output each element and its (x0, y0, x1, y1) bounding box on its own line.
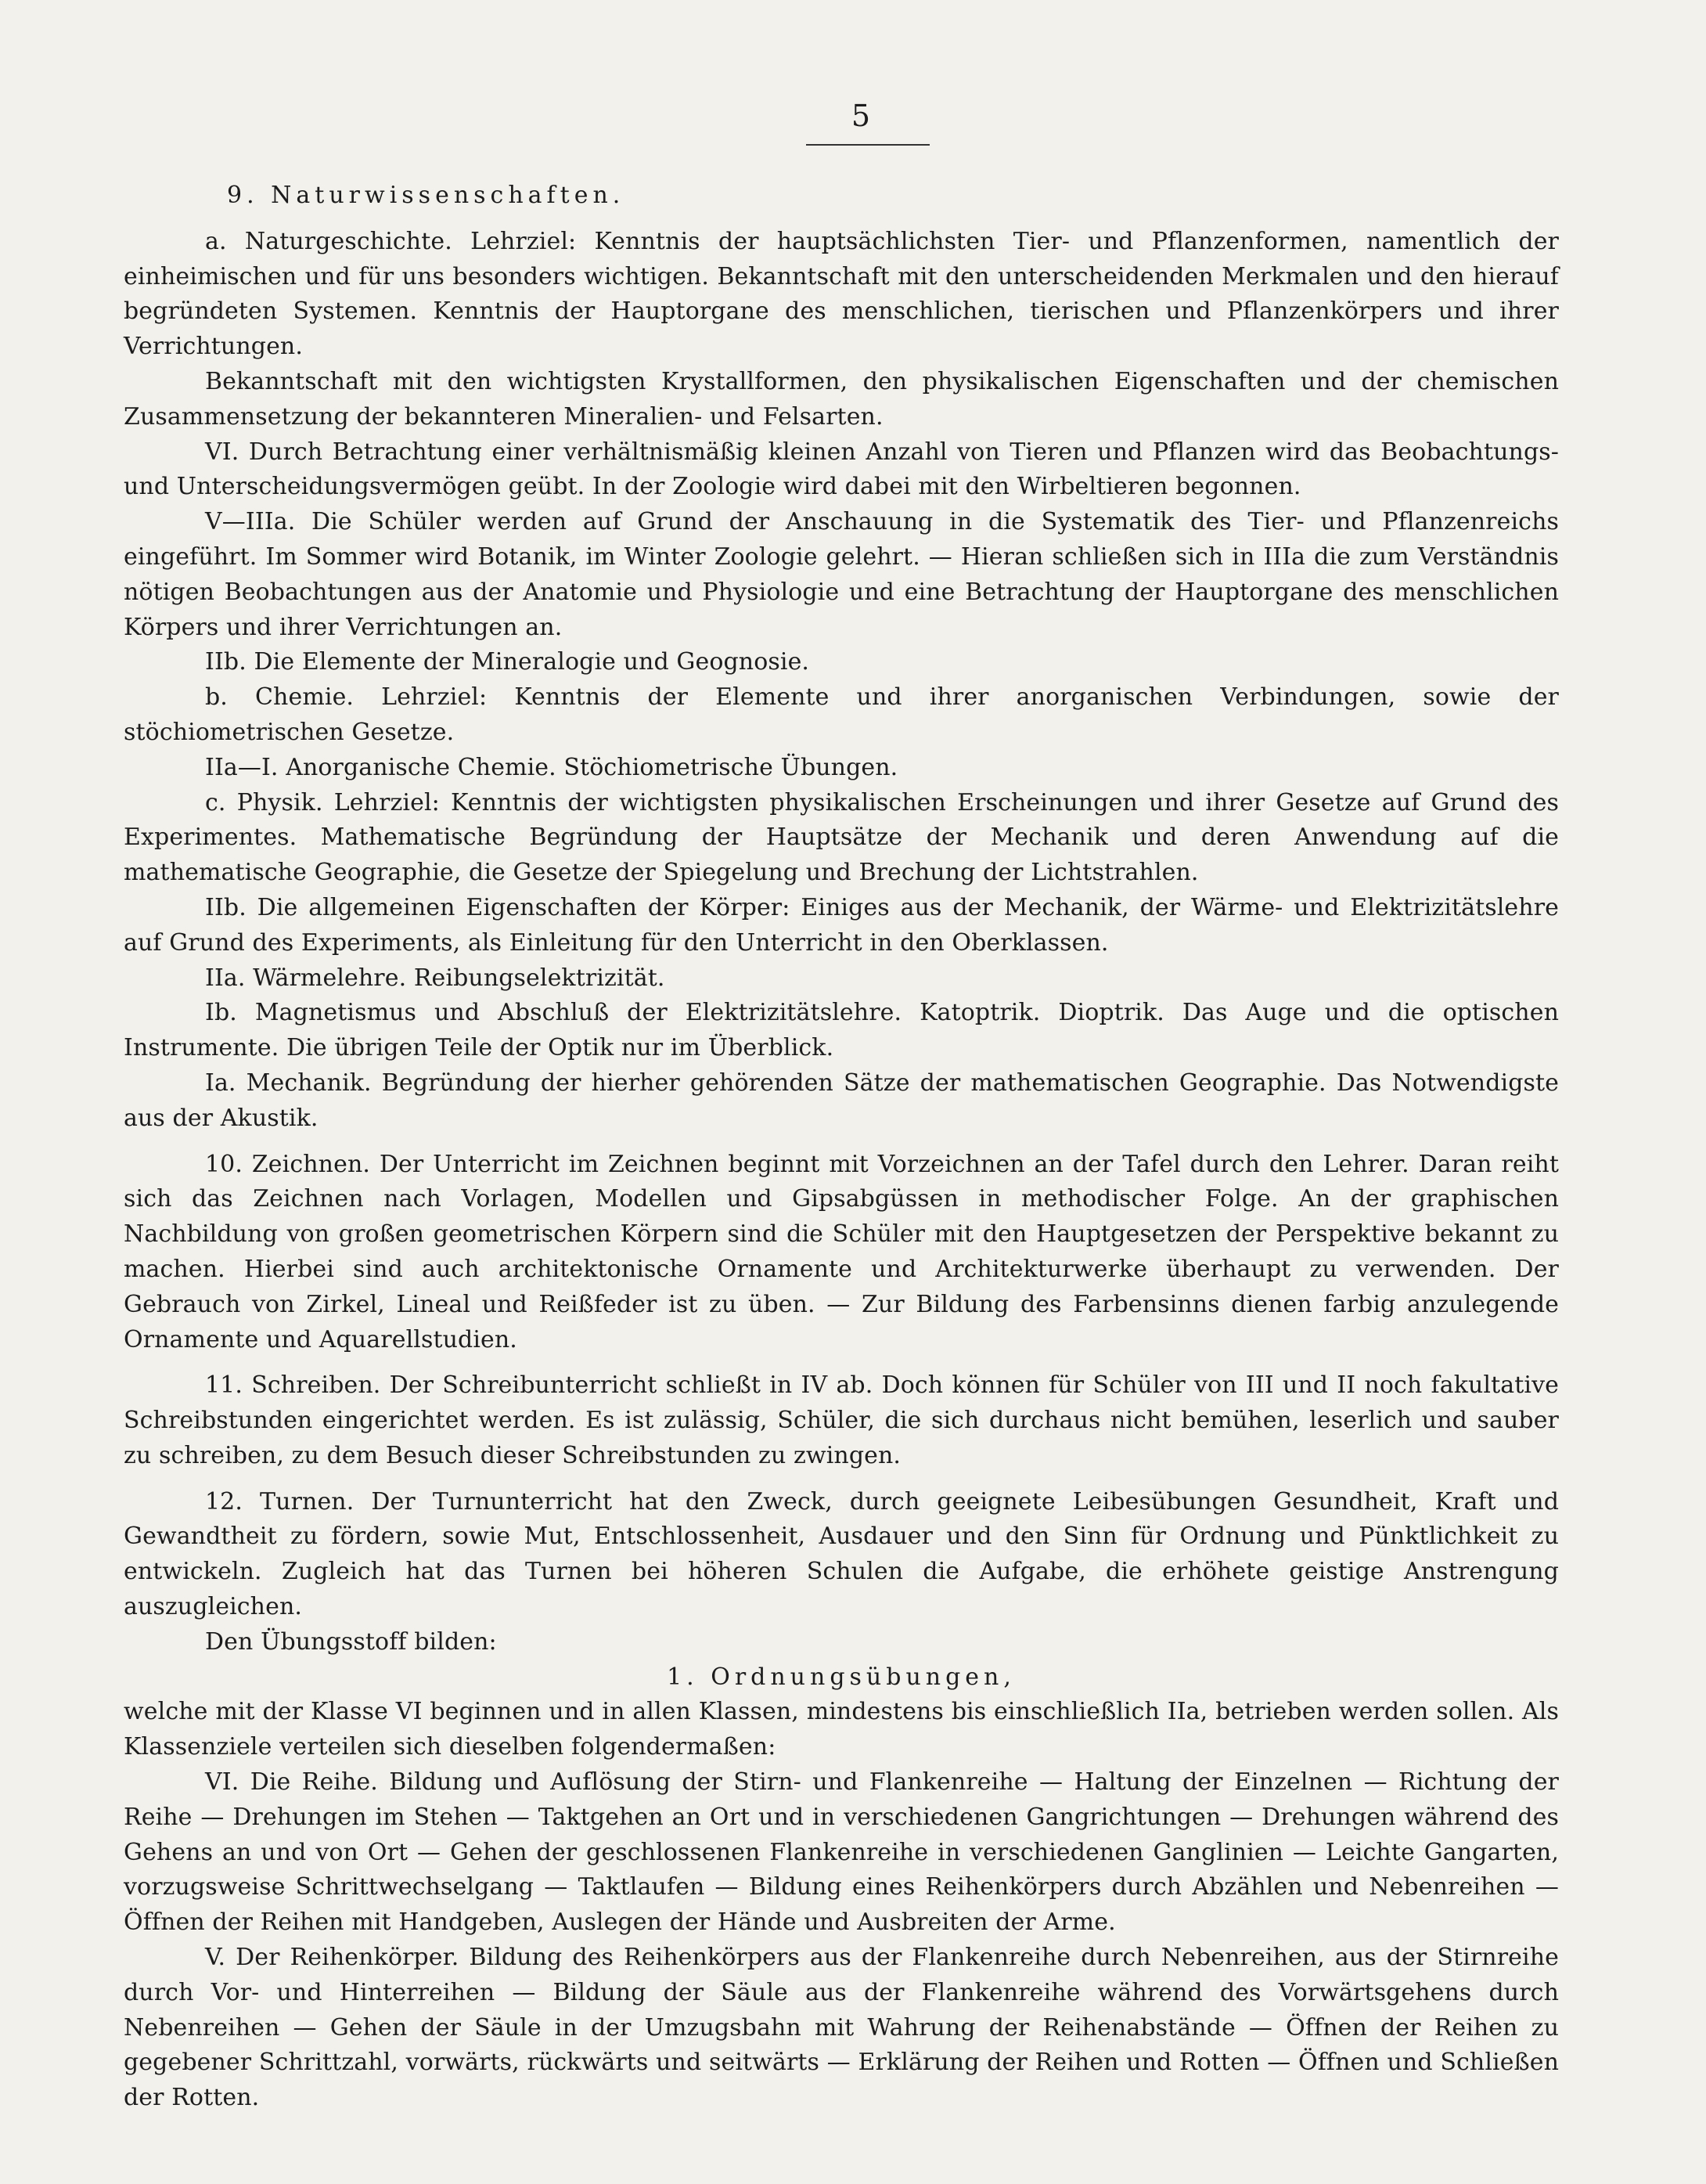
paragraph-die-reihe: VI. Die Reihe. Bildung und Auflösung der Stirn- und Flankenreihe — Haltung der Einzelnen — Richtung der Reihe — Drehungen im Stehen — Taktgehen an Ort und in verschiedenen Gangrichtungen — Drehungen während des Gehens an und von Ort — Gehen der geschlossenen Flankenreihe in verschiedenen Ganglinien — Leichte Gangarten, vorzugsweise Schrittwechselgang — Taktlaufen — Bildung eines Reihenkörpers durch Abzählen und Nebenreihen — Öffnen der Reihen mit Handgeben, Auslegen der Hände und Ausbreiten der Arme. (124, 1768, 1559, 1937)
paragraph-klasse-iib-mineralogie: IIb. Die Elemente der Mineralogie und Geognosie. (205, 648, 810, 676)
subheading-ordnungsuebungen: 1. Ordnungsübungen, (667, 1663, 1016, 1691)
paragraph-klasse-iia-physik: IIa. Wärmelehre. Reibungselektrizität. (205, 964, 665, 992)
paragraph-chemie: b. Chemie. Lehrziel: Kenntnis der Elemente und ihrer anorganischen Verbindungen, sowie der stöchiometrischen Gesetze. (124, 683, 1559, 746)
paragraph-schreiben: 11. Schreiben. Der Schreibunterricht schließt in IV ab. Doch können für Schüler von III und II noch fakultative Schreibstunden eingerichtet werden. Es ist zulässig, Schüler, die sich durchaus nicht bemühen, leserlich und sauber zu schreiben, zu dem Besuch dieser Schreibstunden zu zwingen. (124, 1371, 1559, 1469)
paragraph-klasse-ib: Ib. Magnetismus und Abschluß der Elektrizitätslehre. Katoptrik. Dioptrik. Das Auge und die optischen Instrumente. Die übrigen Teile der Optik nur im Überblick. (124, 999, 1559, 1062)
page-body (124, 178, 1559, 2116)
paragraph-uebungsstoff: Den Übungsstoff bilden: (205, 1627, 497, 1656)
paragraph-klasse-v-iiia: V—IIIa. Die Schüler werden auf Grund der Anschauung in die Systematik des Tier- und Pflanzenreichs eingeführt. Im Sommer wird Botanik, im Winter Zoologie gelehrt. — Hieran schließen sich in IIIa die zum Verständnis nötigen Beobachtungen aus der Anatomie und Physiologie und eine Betrachtung der Hauptorgane des menschlichen Körpers und ihrer Verrichtungen an. (124, 508, 1559, 641)
paragraph-klasse-vi: VI. Durch Betrachtung einer verhältnismäßig kleinen Anzahl von Tieren und Pflanzen wird das Beobachtungs- und Unterscheidungsvermögen geübt. In der Zoologie wird dabei mit den Wirbeltieren begonnen. (124, 438, 1559, 501)
paragraph-der-reihenkoerper: V. Der Reihenkörper. Bildung des Reihenkörpers aus der Flankenreihe durch Nebenreihen, aus der Stirnreihe durch Vor- und Hinterreihen — Bildung der Säule aus der Flankenreihe während des Vorwärtsgehens durch Nebenreihen — Gehen der Säule in der Umzugsbahn mit Wahrung der Reihenabstände — Öffnen der Reihen zu gegebener Schrittzahl, vorwärts, rückwärts und seitwärts — Erklärung der Reihen und Rotten — Öffnen und Schließen der Rotten. (124, 1944, 1559, 2112)
paragraph-klasse-ia: Ia. Mechanik. Begründung der hierher gehörenden Sätze der mathematischen Geographie. Das Notwendigste aus der Akustik. (124, 1069, 1559, 1132)
page-number-rule (806, 144, 930, 146)
paragraph-turnen: 12. Turnen. Der Turnunterricht hat den Zweck, durch geeignete Leibesübungen Gesundheit, Kraft und Gewandtheit zu fördern, sowie Mut, Entschlossenheit, Ausdauer und den Sinn für Ordnung und Pünktlichkeit zu entwickeln. Zugleich hat das Turnen bei höheren Schulen die Aufgabe, die erhöhete geistige Anstrengung auszugleichen. (124, 1487, 1559, 1621)
paragraph-klasse-iia-i-chemie: IIa—I. Anorganische Chemie. Stöchiometrische Übungen. (205, 753, 898, 781)
page-number: 5 (851, 99, 871, 133)
paragraph-physik: c. Physik. Lehrziel: Kenntnis der wichtigsten physikalischen Erscheinungen und ihrer Gesetze auf Grund des Experimentes. Mathematische Begründung der Hauptsätze der Mechanik und deren Anwendung auf die mathematische Geographie, die Gesetze der Spiegelung und Brechung der Lichtstrahlen. (124, 788, 1559, 887)
paragraph-naturgeschichte: a. Naturgeschichte. Lehrziel: Kenntnis der hauptsächlichsten Tier- und Pflanzenformen, namentlich der einheimischen und für uns besonders wichtigen. Bekanntschaft mit den unterscheidenden Merkmalen und den hierauf begründeten Systemen. Kenntnis der Hauptorgane des menschlichen, tierischen und Pflanzenkörpers und ihrer Verrichtungen. (124, 227, 1559, 361)
paragraph-klasse-iib-physik: IIb. Die allgemeinen Eigenschaften der Körper: Einiges aus der Mechanik, der Wärme- und Elektrizitätslehre auf Grund des Experiments, als Einleitung für den Unterricht in den Oberklassen. (124, 893, 1559, 957)
paragraph-klassenziele: welche mit der Klasse VI beginnen und in allen Klassen, mindestens bis einschließlich IIa, betrieben werden sollen. Als Klassenziele verteilen sich dieselben folgendermaßen: (124, 1698, 1559, 1761)
paragraph-zeichnen: 10. Zeichnen. Der Unterricht im Zeichnen beginnt mit Vorzeichnen an der Tafel durch den Lehrer. Daran reiht sich das Zeichnen nach Vorlagen, Modellen und Gipsabgüssen in methodischer Folge. An der graphischen Nachbildung von großen geometrischen Körpern sind die Schüler mit den Hauptgesetzen der Perspektive bekannt zu machen. Hierbei sind auch architektonische Ornamente und Architekturwerke überhaupt zu verwenden. Der Gebrauch von Zirkel, Lineal und Reißfeder ist zu üben. — Zur Bildung des Farbensinns dienen farbig anzulegende Ornamente und Aquarellstudien. (124, 1150, 1559, 1353)
paragraph-mineralien: Bekanntschaft mit den wichtigsten Krystallformen, den physikalischen Eigenschaften und der chemischen Zusammensetzung der bekannteren Mineralien- und Felsarten. (124, 367, 1559, 431)
section-heading-naturwissenschaften: 9. Naturwissenschaften. (227, 182, 625, 209)
